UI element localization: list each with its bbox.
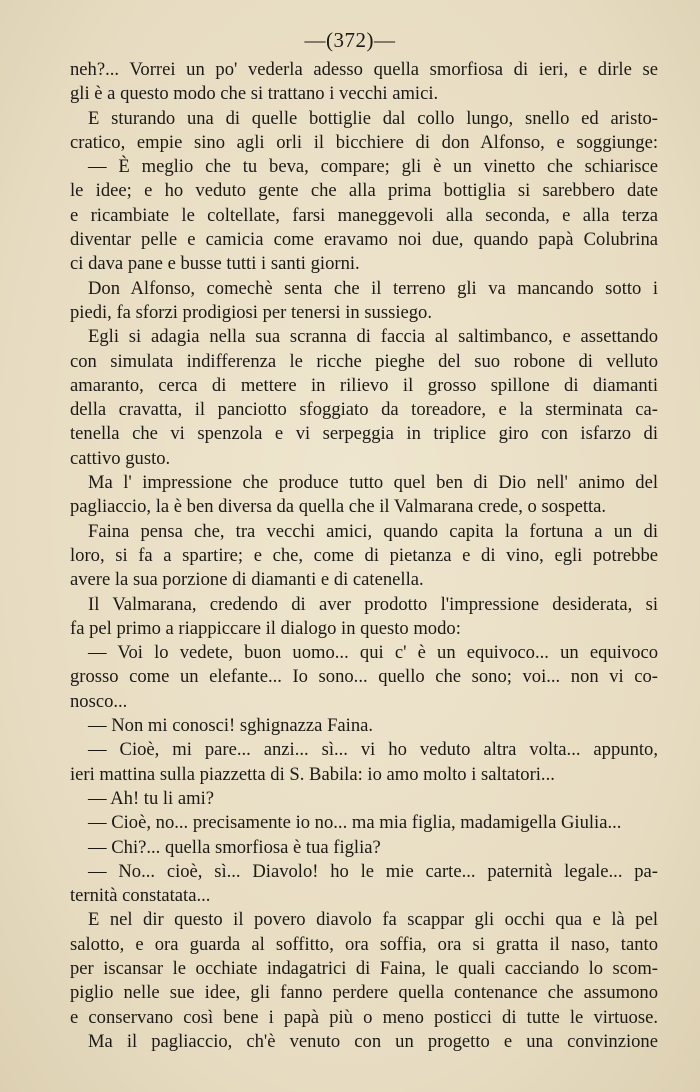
text-line: ci dava pane e busse tutti i santi giorni. (70, 253, 360, 275)
text-line: Faina pensa che, tra vecchi amici, quando capita la fortuna a un di (88, 520, 658, 542)
text-line: — No... cioè, sì... Diavolo! ho le mie carte... paternità legale... pa- (88, 860, 658, 882)
text-line: grosso come un elefante... Io sono... quello che sono; voi... non vi co- (70, 666, 658, 688)
text-line: nosco... (70, 690, 128, 712)
text-line: E nel dir questo il povero diavolo fa scappar gli occhi qua e là pel (88, 909, 658, 931)
text-line: e ricambiate le coltellate, farsi maneggevoli alla seconda, e alla terza (70, 204, 658, 226)
text-line: Ma il pagliaccio, ch'è venuto con un progetto e una convinzione (88, 1030, 658, 1052)
text-line: le idee; e ho veduto gente che alla prima bottiglia si sarebbero date (70, 180, 658, 202)
text-line: avere la sua porzione di diamanti e di catenella. (70, 569, 424, 591)
text-line: gli è a questo modo che si trattano i vecchi amici. (70, 83, 439, 105)
page-number: —(372)— (304, 28, 396, 52)
text-line: — Voi lo vedete, buon uomo... qui c' è un equivoco... un equivoco (88, 642, 658, 664)
text-line: E sturando una di quelle bottiglie dal collo lungo, snello ed aristo- (88, 107, 658, 129)
text-line: cattivo gusto. (70, 447, 171, 469)
text-line: Ma l' impressione che produce tutto quel ben di Dio nell' animo del (88, 472, 658, 494)
text-line: Don Alfonso, comechè senta che il terreno gli va mancando sotto i (88, 277, 658, 299)
text-line: cratico, empie sino agli orli il bicchiere di don Alfonso, e soggiunge: (70, 131, 658, 153)
text-line: loro, si fa a spartire; e che, come di pietanza e di vino, egli potrebbe (70, 544, 658, 566)
text-line: ieri mattina sulla piazzetta di S. Babila: io amo molto i saltatori... (70, 763, 555, 785)
text-line: Egli si adagia nella sua scranna di faccia al saltimbanco, e assettando (88, 326, 658, 348)
text-line: — Non mi conosci! sghignazza Faina. (88, 715, 374, 737)
text-line: — Chi?... quella smorfiosa è tua figlia? (88, 836, 381, 858)
text-line: per iscansar le occhiate indagatrici di Faina, le quali cacciando lo scom- (70, 957, 658, 979)
text-line: — Cioè, no... precisamente io no... ma mia figlia, madamigella Giulia... (88, 812, 622, 834)
text-line: salotto, e ora guarda al soffitto, ora soffia, ora si gratta il naso, tanto (70, 933, 658, 955)
text-line: piglio nelle sue idee, gli fanno perdere quella contenance che assumono (70, 982, 658, 1004)
text-line: pagliaccio, la è ben diversa da quella che il Valmarana crede, o sospetta. (70, 496, 607, 518)
text-line: neh?... Vorrei un po' vederla adesso quella smorfiosa di ieri, e dirle se (70, 59, 658, 80)
text-line: della cravatta, il panciotto sfoggiato da toreadore, e la sterminata ca- (70, 399, 658, 421)
text-line: diventar pelle e camicia come eravamo noi due, quando papà Colubrina (70, 229, 658, 251)
body-text (70, 58, 658, 1054)
text-line: e conservano così bene i papà più o meno posticci di tutte le virtuose. (70, 1006, 658, 1028)
text-line: ternità constatata... (70, 885, 211, 907)
text-line: — È meglio che tu beva, compare; gli è un vinetto che schiarisce (88, 156, 658, 178)
text-line: Il Valmarana, credendo di aver prodotto l'impressione desiderata, si (88, 593, 658, 615)
text-line: fa pel primo a riappiccare il dialogo in questo modo: (70, 617, 461, 639)
text-line: tenella che vi spenzola e vi serpeggia in triplice giro con isfarzo di (70, 423, 658, 445)
text-line: — Ah! tu li ami? (88, 787, 215, 809)
text-line: con simulata indifferenza le ricche pieghe del suo robone di velluto (70, 350, 658, 372)
text-line: amaranto, cerca di mettere in rilievo il grosso spillone di diamanti (70, 374, 658, 396)
text-line: — Cioè, mi pare... anzi... sì... vi ho veduto altra volta... appunto, (88, 739, 658, 761)
text-line: piedi, fa sforzi prodigiosi per tenersi in sussiego. (70, 301, 432, 323)
